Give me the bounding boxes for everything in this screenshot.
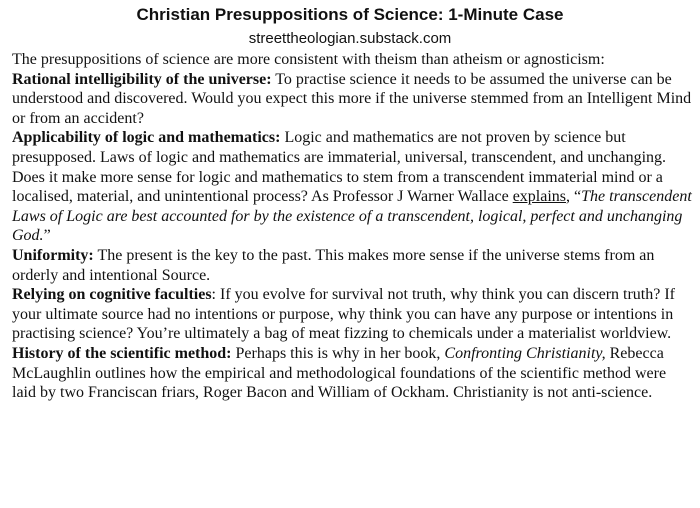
section-text: Perhaps this is why in her book,: [231, 344, 445, 362]
section-uniformity: [12, 246, 694, 285]
section-cognitive-faculties: [12, 285, 694, 344]
source-url: streettheologian.substack.com: [248, 30, 452, 47]
section-heading: Applicability of logic and mathematics:: [12, 129, 281, 147]
section-text: Logic and mathematics are not proven by science but presupposed. Laws of logic and mathematics are immaterial, universal, transcendent, and unchanging. Does it make more sense for logic and mathematics to stem from a transcendent immaterial mind or a localised, material, and unintentional process? As Professor J Warner Wallace: [12, 129, 667, 206]
wallace-quote: The transcendent Laws of Logic are best accounted for by the existence of a transcendent, logical, perfect and unchanging God.: [12, 188, 692, 245]
explains-link[interactable]: explains: [512, 188, 567, 206]
article-body: [12, 50, 694, 403]
section-heading: Relying on cognitive faculties: [12, 286, 212, 304]
quote-close: ”: [43, 227, 51, 245]
intro-paragraph: The presuppositions of science are more consistent with theism than atheism or agnosticism:: [12, 51, 605, 68]
section-scientific-method-history: [12, 344, 694, 403]
section-text: : If you evolve for survival not truth, why think you can discern truth? If your ultimate source had no intentions or purpose, why think you can have any purpose or intentions in practising science? You’re ultimately a bag of meat fizzing to chemicals under a materialist worldview.: [12, 286, 675, 343]
section-text-after-book: Rebecca McLaughlin outlines how the empirical and methodological foundations of the scientific method were laid by two Franciscan friars, Roger Bacon and William of Ockham. Christianity is not anti-science.: [12, 344, 667, 402]
section-heading: Rational intelligibility of the universe:: [12, 70, 272, 88]
book-title: Confronting Christianity,: [444, 344, 606, 362]
section-text: To practise science it needs to be assumed the universe can be understood and discovered. Would you expect this more if the universe stemmed from an Intelligent Mind or from an accident?: [12, 70, 692, 127]
page-title: Christian Presuppositions of Science: 1-Minute Case: [136, 5, 564, 24]
section-heading: Uniformity:: [12, 246, 94, 264]
section-heading: History of the scientific method:: [12, 344, 232, 362]
section-text: The present is the key to the past. This makes more sense if the universe stems from an orderly and intentional Source.: [12, 246, 655, 284]
section-logic-mathematics: [12, 128, 694, 246]
section-rational-intelligibility: [12, 70, 694, 129]
section-text-after-link: , “: [566, 188, 582, 206]
